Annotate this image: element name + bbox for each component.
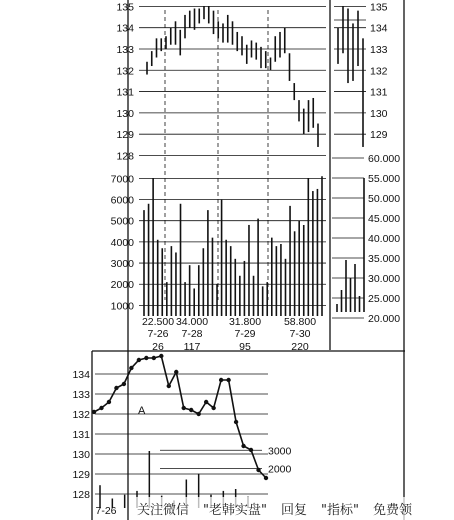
right-price-tick-label: 131 [370, 86, 388, 99]
price-line-point [219, 378, 223, 382]
price-line-point [122, 382, 126, 386]
price-line-point [211, 406, 215, 410]
volume-tick-label: 5000 [110, 215, 134, 228]
line-tick-label: 128 [72, 489, 90, 501]
watermark-item-1: 关注微信 [137, 503, 190, 518]
session-value-label: 58.800 [283, 316, 317, 328]
session-date-label: 7-30 [289, 328, 311, 340]
volume-tick-label: 1000 [110, 300, 134, 313]
price-line-point [152, 356, 156, 360]
watermark-item-3: 回复 [280, 503, 307, 518]
line-tick-label: 133 [72, 389, 90, 401]
price-line-point [114, 386, 118, 390]
price-line-point [144, 356, 148, 360]
session-value-label: 22.500 [141, 316, 175, 328]
session-count-label: 117 [183, 341, 201, 353]
session-count-label: 26 [152, 341, 164, 353]
price-line-point [226, 378, 230, 382]
price-line-point [174, 370, 178, 374]
price-line-point [159, 354, 163, 358]
price-tick-label: 133 [116, 43, 134, 56]
right-volume-tick-label: 50.000 [368, 193, 401, 205]
price-tick-label: 130 [116, 107, 134, 120]
right-volume-tick-label: 40.000 [368, 233, 401, 245]
session-value-label: 34.000 [175, 316, 209, 328]
line-tick-label: 134 [72, 369, 90, 381]
price-line-point [234, 420, 238, 424]
session-count-label: 220 [291, 341, 309, 353]
price-tick-label: 134 [116, 22, 134, 35]
right-volume-tick-label: 20.000 [368, 313, 401, 325]
price-tick-label: 131 [116, 86, 134, 99]
line-tick-label: 131 [72, 429, 90, 441]
price-line-point [241, 444, 245, 448]
price-tick-label: 135 [116, 1, 134, 14]
volume-tick-label: 3000 [110, 258, 134, 271]
right-price-tick-label: 132 [370, 65, 388, 78]
price-tick-label: 132 [116, 65, 134, 78]
line-tick-label: 130 [72, 449, 90, 461]
price-line-point [129, 366, 133, 370]
watermark-item-2: "老韩实盘" [203, 503, 267, 518]
right-volume-tick-label: 25.000 [368, 293, 401, 305]
volume-reference-label: 2000 [268, 463, 292, 476]
right-price-tick-label: 129 [370, 129, 388, 142]
volume-reference-label: 3000 [268, 445, 292, 458]
session-value-label: 31.800 [228, 316, 262, 328]
price-line-point [204, 400, 208, 404]
price-line-point [92, 410, 96, 414]
price-line-point [182, 406, 186, 410]
right-volume-tick-label: 60.000 [368, 153, 401, 165]
price-tick-label: 128 [116, 150, 134, 163]
line-tick-label: 132 [72, 409, 90, 421]
watermark-banner [133, 497, 454, 520]
right-volume-tick-label: 45.000 [368, 213, 401, 225]
price-line-point [137, 358, 141, 362]
right-volume-tick-label: 30.000 [368, 273, 401, 285]
right-volume-tick-label: 35.000 [368, 253, 401, 265]
annotation-label-a: A [138, 405, 146, 417]
line-tick-label: 129 [72, 469, 90, 481]
volume-tick-label: 7000 [110, 173, 134, 186]
bottom-date-label: 7-26 [95, 505, 117, 517]
price-line-point [189, 408, 193, 412]
price-line-point [264, 476, 268, 480]
price-line-point [107, 400, 111, 404]
price-line-point [167, 384, 171, 388]
price-line-point [196, 412, 200, 416]
right-price-tick-label: 130 [370, 107, 388, 120]
volume-tick-label: 2000 [110, 279, 134, 292]
watermark-item-4: "指标" [321, 503, 359, 518]
price-line-point [99, 406, 103, 410]
session-date-label: 7-28 [181, 328, 203, 340]
watermark-item-5: 免费领 [372, 503, 412, 518]
session-date-label: 7-26 [147, 328, 169, 340]
right-volume-tick-label: 55.000 [368, 173, 401, 185]
price-tick-label: 129 [116, 129, 134, 142]
right-price-tick-label: 135 [370, 1, 388, 14]
session-count-label: 95 [239, 341, 251, 353]
volume-tick-label: 4000 [110, 236, 134, 249]
session-date-label: 7-29 [234, 328, 256, 340]
right-price-tick-label: 134 [370, 22, 388, 35]
right-price-tick-label: 133 [370, 43, 388, 56]
volume-tick-label: 6000 [110, 194, 134, 207]
